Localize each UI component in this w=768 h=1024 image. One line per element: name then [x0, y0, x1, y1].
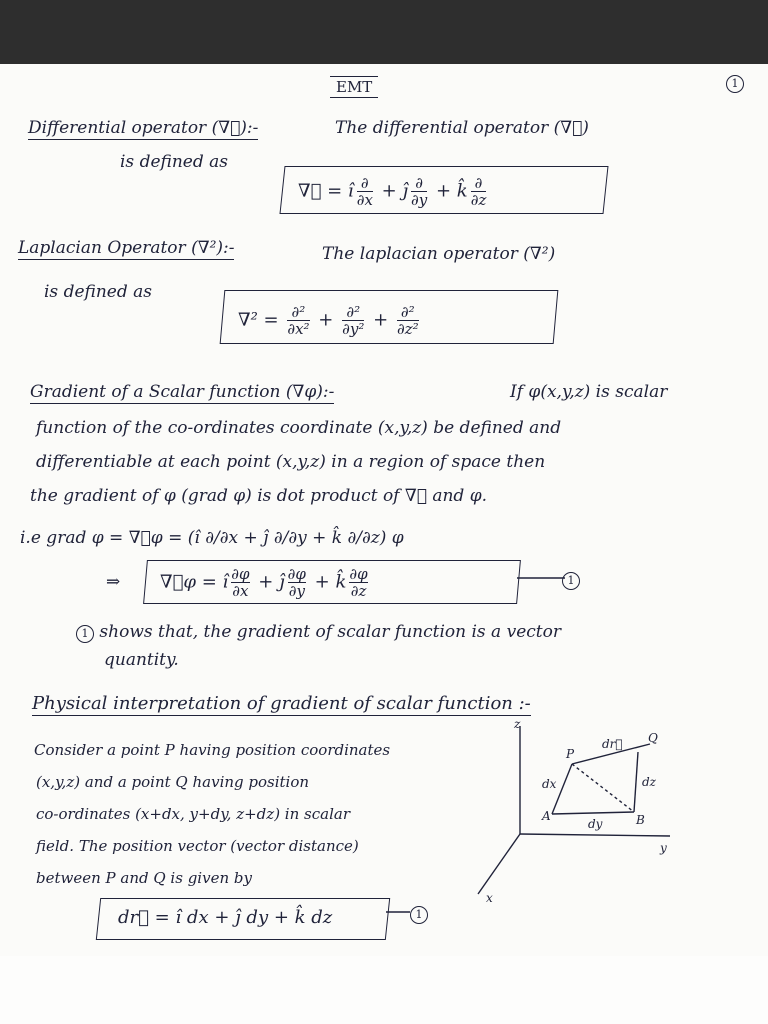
dz-label: dz — [642, 775, 657, 789]
y-axis — [520, 834, 670, 836]
displacement-figure — [470, 718, 700, 908]
laplacian-line2: is defined as — [44, 282, 153, 302]
differential-equation: ∇⃗ = î $\frac{\partial}{\partial x}$ + ĵ $\frac{\partial}{\partial y}$ + k̂ $\frac{\partial}{\partial z}$ — [298, 174, 487, 209]
gradient-note-line2: quantity. — [104, 650, 179, 670]
axis-x-label: x — [486, 891, 493, 905]
physical-line4: field. The position vector (vector distance) — [36, 837, 359, 855]
subject-title: EMT — [330, 76, 378, 98]
physical-heading: Physical interpretation of gradient of scalar function :- — [32, 693, 531, 714]
gradient-line3: differentiable at each point (x,y,z) in a region of space then — [36, 452, 546, 472]
gradient-equation-ref: 1 — [562, 569, 580, 590]
physical-line3: co-ordinates (x+dx, y+dy, z+dz) in scalar — [36, 805, 350, 823]
physical-line1: Consider a point P having position coordinates — [34, 741, 391, 759]
physical-line2: (x,y,z) and a point Q having position — [36, 773, 310, 791]
dr-label: dr⃗ — [602, 737, 623, 751]
gradient-heading: Gradient of a Scalar function (∇φ):- — [30, 382, 335, 402]
point-a-label: A — [542, 809, 551, 823]
position-vector-equation: dr⃗ = î dx + ĵ dy + k̂ dz — [118, 907, 333, 928]
page-number: 1 — [726, 72, 744, 93]
point-p-label: P — [566, 747, 575, 761]
dy-label: dy — [588, 817, 603, 831]
gradient-note-line1: 1 shows that, the gradient of scalar function is a vector — [76, 622, 561, 643]
point-b-label: B — [636, 813, 645, 827]
gradient-line2: function of the co-ordinates coordinate (x,y,z) be defined and — [36, 418, 562, 438]
gradient-equation: ∇⃗φ = î $\frac{\partial\varphi}{\partial x}$ + ĵ $\frac{\partial\varphi}{\partial y}$ + k̂ $\frac{\partial\varphi}{\partial z}$ — [160, 565, 368, 600]
differential-heading: Differential operator (∇⃗):- — [28, 118, 259, 138]
x-axis — [478, 834, 520, 894]
laplacian-equation: ∇² = $\frac{\text{∂²}}{\text{∂x²}}$ + $\frac{\text{∂²}}{\text{∂y²}}$ + $\frac{\text{∂²}}{\text{∂z²}}$ — [238, 303, 419, 338]
equation-reference-leader — [517, 566, 597, 590]
bottom-margin — [0, 956, 768, 1024]
axis-y-label: y — [660, 841, 667, 855]
laplacian-heading: Laplacian Operator (∇²):- — [18, 238, 235, 258]
position-vector-ref: 1 — [410, 903, 428, 924]
gradient-line5: i.e grad φ = ∇⃗φ = (î ∂/∂x + ĵ ∂/∂y + k̂ ∂/∂z) φ — [20, 528, 404, 548]
physical-line5: between P and Q is given by — [36, 869, 252, 887]
differential-line1: The differential operator (∇⃗) — [335, 118, 589, 138]
dx-label: dx — [542, 777, 557, 791]
differential-line2: is defined as — [120, 152, 229, 172]
top-margin — [0, 0, 768, 64]
point-q-label: Q — [648, 731, 658, 745]
implies-arrow: ⇒ — [106, 572, 121, 592]
gradient-line4: the gradient of φ (grad φ) is dot product of ∇⃗ and φ. — [30, 486, 488, 506]
gradient-line1: If φ(x,y,z) is scalar — [510, 382, 668, 402]
axis-z-label: z — [514, 718, 521, 731]
laplacian-line1: The laplacian operator (∇²) — [322, 244, 556, 264]
